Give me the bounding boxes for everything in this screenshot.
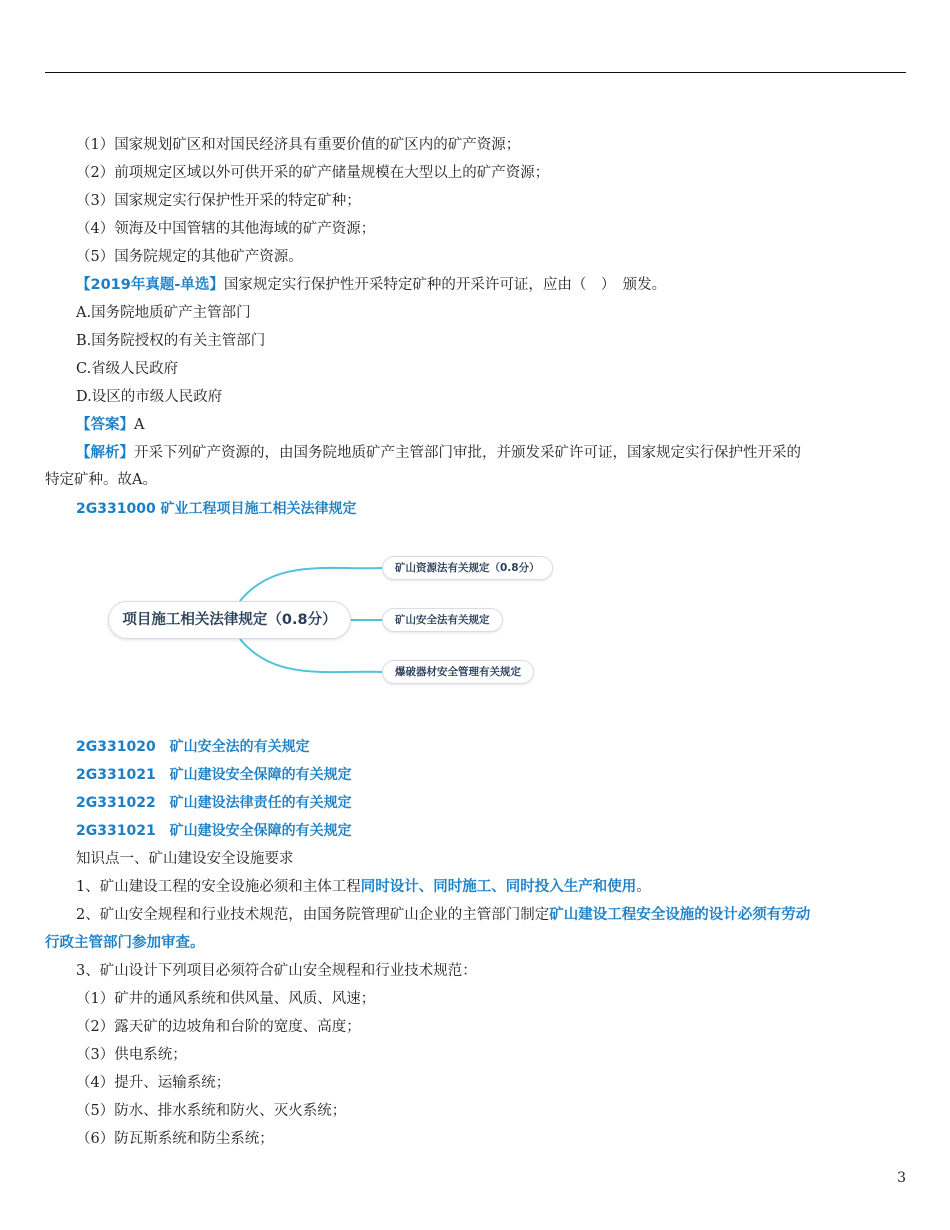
knowledge-p3: 3、矿山设计下列项目必须符合矿山安全规程和行业技术规范： xyxy=(76,963,477,979)
analysis-line-1 xyxy=(76,443,801,463)
list-item: （2）露天矿的边坡角和台阶的宽度、高度； xyxy=(76,1019,361,1035)
p2-highlight-1: 矿山建设工程安全设施的设计必须有劳动 xyxy=(549,907,811,923)
list-item: （2）前项规定区域以外可供开采的矿产储量规模在大型以上的矿产资源； xyxy=(76,165,550,181)
option-a: A.国务院地质矿产主管部门 xyxy=(76,305,251,321)
knowledge-p2-line-2 xyxy=(45,933,205,953)
answer-line xyxy=(76,415,144,435)
p2-prefix: 2、矿山安全规程和行业技术规范，由国务院管理矿山企业的主管部门制定 xyxy=(76,907,550,923)
list-item: （4）提升、运输系统； xyxy=(76,1075,231,1091)
question-tag: 【2019年真题-单选】 xyxy=(76,277,224,293)
p1-highlight: 同时设计、同时施工、同时投入生产和使用 xyxy=(360,879,637,895)
mindmap-child-mineral-resources: 矿山资源法有关规定（0.8分） xyxy=(382,556,553,580)
knowledge-title: 知识点一、矿山建设安全设施要求 xyxy=(76,851,294,867)
p1-suffix: 。 xyxy=(636,879,651,895)
question-stem-line xyxy=(76,275,666,295)
analysis-text: 开采下列矿产资源的，由国务院地质矿产主管部门审批，并颁发采矿许可证，国家规定实行保护性开采的 xyxy=(134,445,801,461)
answer-tag: 【答案】 xyxy=(76,417,134,433)
section-heading: 2G331021 矿山建设安全保障的有关规定 xyxy=(76,767,352,783)
section-heading: 2G331020 矿山安全法的有关规定 xyxy=(76,739,310,755)
p2-highlight-2: 行政主管部门参加审查。 xyxy=(45,935,205,951)
p1-prefix: 1、矿山建设工程的安全设施必须和主体工程 xyxy=(76,879,361,895)
header-rule xyxy=(45,72,906,73)
list-item: （4）领海及中国管辖的其他海域的矿产资源； xyxy=(76,221,376,237)
list-item: （5）国务院规定的其他矿产资源。 xyxy=(76,249,303,265)
analysis-tag: 【解析】 xyxy=(76,445,134,461)
mindmap-child-blasting-materials: 爆破器材安全管理有关规定 xyxy=(382,660,534,684)
list-item: （1）矿井的通风系统和供风量、风质、风速； xyxy=(76,991,376,1007)
list-item: （6）防瓦斯系统和防尘系统； xyxy=(76,1131,274,1147)
list-item: （3）国家规定实行保护性开采的特定矿种； xyxy=(76,193,361,209)
knowledge-p2-line-1 xyxy=(76,905,810,925)
list-item: （3）供电系统； xyxy=(76,1047,187,1063)
list-item: （5）防水、排水系统和防火、灭火系统； xyxy=(76,1103,347,1119)
question-stem: 国家规定实行保护性开采特定矿种的开采许可证，应由（ ） 颁发。 xyxy=(223,277,667,293)
option-c: C.省级人民政府 xyxy=(76,361,179,377)
option-d: D.设区的市级人民政府 xyxy=(76,389,223,405)
option-b: B.国务院授权的有关主管部门 xyxy=(76,333,266,349)
analysis-line-2: 特定矿种。故A。 xyxy=(45,472,157,488)
connector-bottom xyxy=(240,639,382,672)
section-heading-law: 2G331000 矿业工程项目施工相关法律规定 xyxy=(76,501,357,517)
section-heading: 2G331021 矿山建设安全保障的有关规定 xyxy=(76,823,352,839)
connector-top xyxy=(240,568,382,601)
mindmap-child-mine-safety: 矿山安全法有关规定 xyxy=(382,608,503,632)
section-heading: 2G331022 矿山建设法律责任的有关规定 xyxy=(76,795,352,811)
knowledge-p1 xyxy=(76,877,651,897)
list-item: （1）国家规划矿区和对国民经济具有重要价值的矿区内的矿产资源； xyxy=(76,137,521,153)
answer-value: A xyxy=(134,417,145,433)
mindmap xyxy=(100,548,570,690)
page-number: 3 xyxy=(897,1170,906,1186)
mindmap-root-node: 项目施工相关法律规定（0.8分） xyxy=(108,601,351,639)
